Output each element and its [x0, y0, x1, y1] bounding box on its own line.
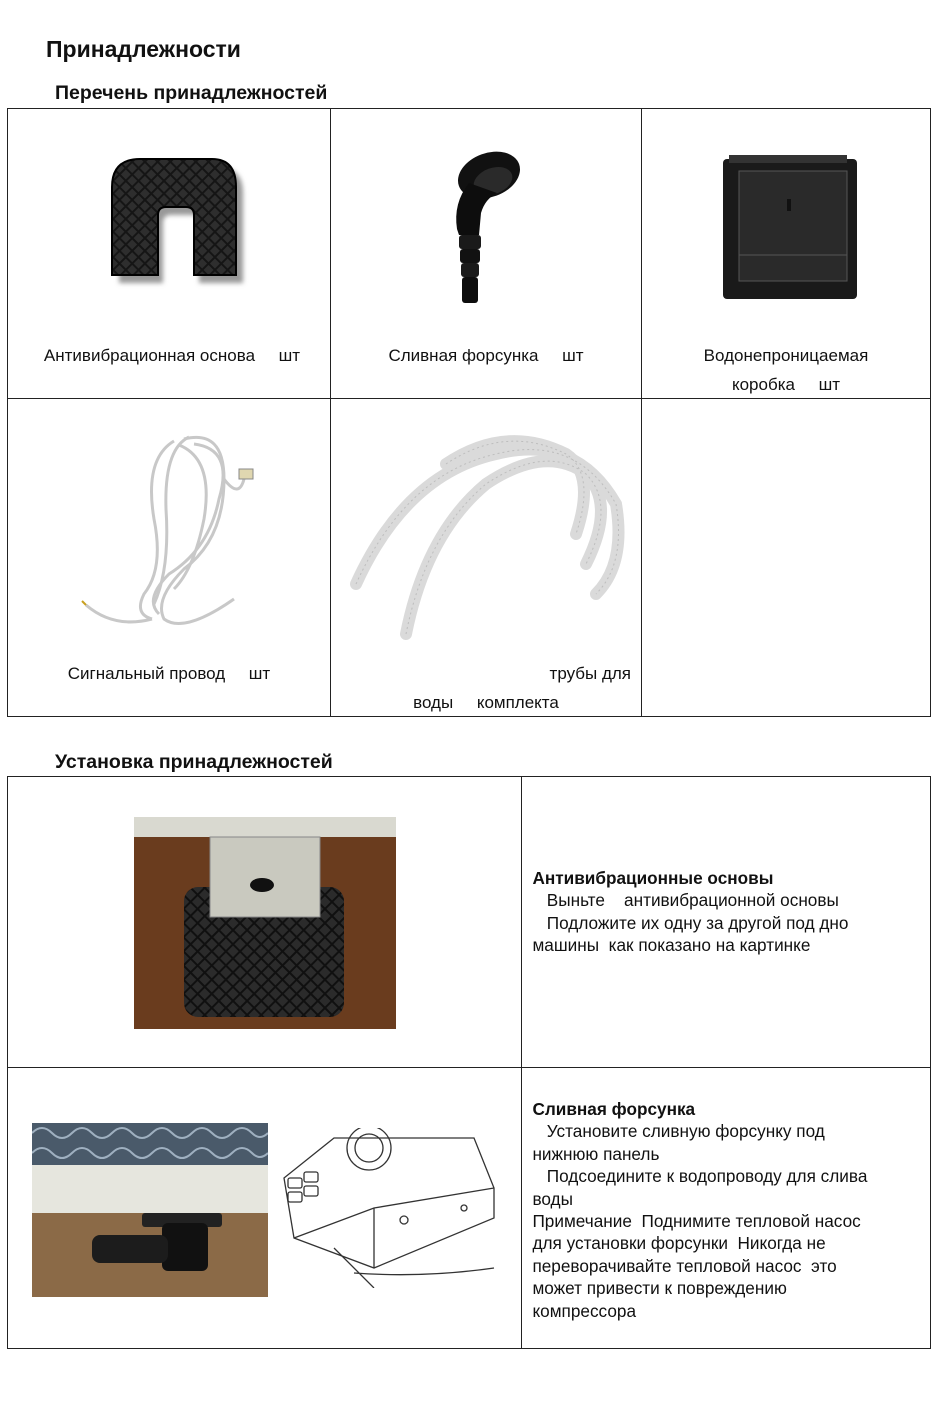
signal-wire-image: [74, 419, 274, 639]
install-line: нижнюю панель: [532, 1143, 660, 1164]
accessory-cell-water-pipes: [331, 399, 642, 717]
installation-table: [7, 776, 931, 1349]
drain-nozzle-install-sketch: [274, 1128, 504, 1288]
install-image-cell-anti-vibration: [8, 777, 522, 1068]
accessory-cell-waterproof-box: [642, 109, 931, 399]
accessories-table: [7, 108, 931, 717]
anti-vibration-pad-image: [94, 149, 254, 309]
accessory-caption-drain-nozzle: Сливная форсунка шт: [388, 346, 584, 365]
accessory-cell-anti-vibration: [8, 109, 331, 399]
accessory-caption-water-pipes-2: воды комплекта: [413, 693, 559, 712]
install-line: для установки форсунки Никогда не: [532, 1233, 826, 1254]
waterproof-box-image: [717, 151, 867, 301]
accessory-cell-drain-nozzle: [331, 109, 642, 399]
install-title-anti-vibration: Антивибрационные основы: [532, 868, 774, 888]
install-line: переворачивайте тепловой насос это: [532, 1255, 837, 1276]
anti-vibration-install-photo: [134, 817, 396, 1029]
page-title: Принадлежности: [46, 36, 241, 62]
accessory-caption-waterproof-box-2: коробка шт: [731, 375, 841, 394]
install-line: машины как показано на картинке: [532, 935, 811, 956]
install-line: Установите сливную форсунку под: [532, 1121, 825, 1142]
install-line: может привести к повреждению: [532, 1278, 787, 1299]
install-line: компрессора: [532, 1300, 637, 1321]
install-title-drain-nozzle: Сливная форсунка: [532, 1099, 696, 1119]
section-title-list: Перечень принадлежностей: [55, 82, 328, 104]
install-line: Выньте антивибрационной основы: [532, 890, 839, 911]
install-line: Примечание Поднимите тепловой насос: [532, 1211, 861, 1232]
accessory-caption-signal-wire: Сигнальный провод шт: [67, 664, 271, 683]
install-image-cell-drain-nozzle: [8, 1068, 522, 1349]
accessory-caption-waterproof-box-1: Водонепроницаемая: [703, 346, 869, 365]
install-text-anti-vibration: [532, 867, 848, 957]
accessory-cell-signal-wire: [8, 399, 331, 717]
accessory-caption-anti-vibration: Антивибрационная основа шт: [43, 346, 301, 365]
install-line: Подсоедините к водопроводу для слива: [532, 1166, 868, 1187]
accessory-caption-water-pipes-1: трубы для: [549, 664, 631, 683]
install-line: воды: [532, 1188, 573, 1209]
accessory-cell-empty: [642, 399, 931, 717]
install-line: Подложите их одну за другой под дно: [532, 912, 849, 933]
section-title-install: Установка принадлежностей: [55, 751, 333, 773]
drain-nozzle-install-photo: [32, 1123, 268, 1297]
install-text-drain-nozzle: [532, 1098, 867, 1322]
install-text-cell-anti-vibration: [522, 777, 931, 1068]
drain-nozzle-image: [431, 143, 541, 313]
install-text-cell-drain-nozzle: [522, 1068, 931, 1349]
water-pipes-image: [346, 414, 626, 644]
